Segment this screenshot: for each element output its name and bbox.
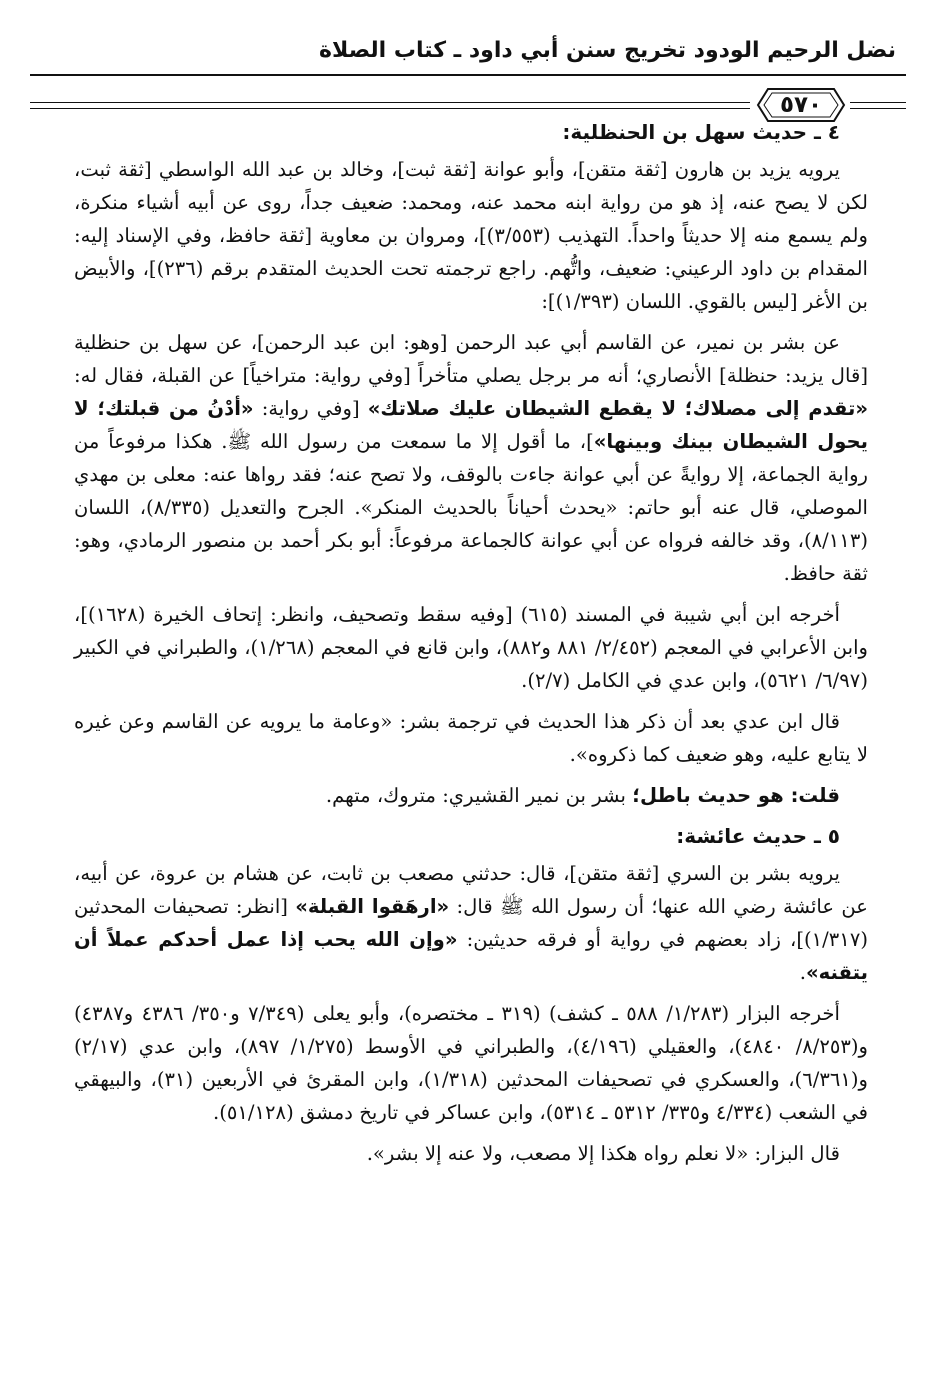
text-run: [وفي رواية: [261,397,360,420]
header-double-rule-right [850,102,906,109]
hadith-quote-1: «تقدم إلى مصلاك؛ لا يقطع الشيطان عليك صلاتك» [367,397,869,420]
paragraph-bazzar: قال البزار: «لا نعلم رواه هكذا إلا مصعب، ولا عنه إلا بشر». [366,1142,840,1165]
running-title: نضل الرحيم الودود تخريج سنن أبي داود ـ كتاب الصلاة [319,38,896,63]
paragraph-takhrij-1: أخرجه ابن أبي شيبة في المسند (٦١٥) [وفيه سقط وتصحيف، وانظر: إتحاف الخيرة (١٦٢٨)]، وابن الأعرابي في المعجم (٢/٤٥٢/ ٨٨١ و٨٨٢)، وابن قانع في المعجم (١/٢٦٨)، والطبراني في الكبير (٦/٩٧/ ٥٦٢١)، وابن عدي في الكامل (٢/٧). [74,603,868,692]
text-run: بشر بن نمير القشيري: متروك، متهم. [325,784,626,807]
text-run: ]، ما أقول إلا ما سمعت من رسول الله ﷺ. هكذا مرفوعاً من رواية الجماعة، إلا روايةً عن أبي عوانة جاءت بالوقف، ولا تصح عنه؛ فقد رواها عنه: معلى بن مهدي الموصلي، قال عنه أبو حاتم: «يحدث أحياناً بالحديث المنكر». الجرح والتعديل (٨/٣٣٥)، اللسان (٨/١١٣)، وقد خالفه فرواه عن أبي عوانة كالجماعة مرفوعاً: أبو بكر أحمد بن منصور الرمادي، وهو: ثقة حافظ. [74,430,869,585]
running-header [30,28,906,118]
hadith-quote-3: «ارهَقوا القبلة» [295,895,450,918]
paragraph-verdict [74,779,868,812]
paragraph-aisha-hadith [74,857,868,989]
header-rule [30,74,906,76]
paragraph-hadith-text [74,326,868,590]
paragraph-ibn-adi: قال ابن عدي بعد أن ذكر هذا الحديث في ترجمة بشر: «وعامة ما يرويه عن القاسم وعن غيره لا يتابع عليه، وهو ضعيف كما ذكروه». [74,710,868,766]
verdict-bold: قلت: هو حديث باطل؛ [632,784,840,807]
text-run: [انظر: تصحيفات المحدثين (١/٣١٧)]، زاد بعضهم في رواية أو فرقه حديثين: [74,895,869,951]
text-run: عن بشر بن نمير، عن القاسم أبي عبد الرحمن [وهو: ابن عبد الرحمن]، عن سهل بن حنظلية [قال يزيد: حنظلة] الأنصاري؛ أنه مر برجل يصلي متأخراً [وفي رواية: متراخياً] عن القبلة، فقال له: [74,331,868,387]
page-number: ٥٧٠ [779,92,823,118]
page-body [74,116,868,1178]
text-run: يرويه بشر بن السري [ثقة متقن]، قال: حدثني مصعب بن ثابت، عن هشام بن عروة، عن أبيه، عن عائشة رضي الله عنها؛ أن رسول الله ﷺ قال: [74,862,868,918]
paragraph-narrators: يرويه يزيد بن هارون [ثقة متقن]، وأبو عوانة [ثقة ثبت]، وخالد بن عبد الله الواسطي [ثقة ثبت، لكن لا يصح عنه، إذ هو من رواية ابنه محمد عنه، ومحمد: ضعيف جداً، روى عن أبيه أشياء منكرة، ولم يسمع منه إلا حديثاً واحداً. التهذيب (٣/٥٥٣)]، ومروان بن معاوية [ثقة حافظ، وفي الإسناد إليه: المقدام بن داود الرعيني: ضعيف، واتُّهم. راجع ترجمته تحت الحديث المتقدم برقم (٢٣٦)]، والأبيض بن الأغر [ليس بالقوي. اللسان (١/٣٩٣)]: [74,158,868,313]
section-heading-sahl: ٤ ـ حديث سهل بن الحنظلية: [562,120,840,144]
header-double-rule-left [30,102,750,109]
text-run: . [799,961,806,984]
hadith-quote-2: «أدْنُ من قبلتك؛ لا يحول الشيطان بينك وبينها» [74,397,868,453]
section-heading-aisha: ٥ ـ حديث عائشة: [676,824,840,848]
hadith-quote-4: «وإن الله يحب إذا عمل أحدكم عملاً أن يتقنه» [74,928,868,984]
paragraph-takhrij-2: أخرجه البزار (١/٢٨٣/ ٥٨٨ ـ كشف) (٣١٩ ـ مختصره)، وأبو يعلى (٧/٣٤٩ و٣٥٠/ ٤٣٨٦ و٤٣٨٧) و(٨/٢٥٣/ ٤٨٤٠)، والعقيلي (٤/١٩٦)، والطبراني في الأوسط (١/٢٧٥/ ٨٩٧)، وابن عدي (٢/١٧) و(٦/٣٦١)، والعسكري في تصحيفات المحدثين (١/٣١٨)، وابن المقرئ في الأربعين (٣١)، والبيهقي في الشعب (٤/٣٣٤ و٣٣٥/ ٥٣١٢ ـ ٥٣١٤)، وابن عساكر في تاريخ دمشق (٥١/١٢٨). [74,1002,869,1124]
